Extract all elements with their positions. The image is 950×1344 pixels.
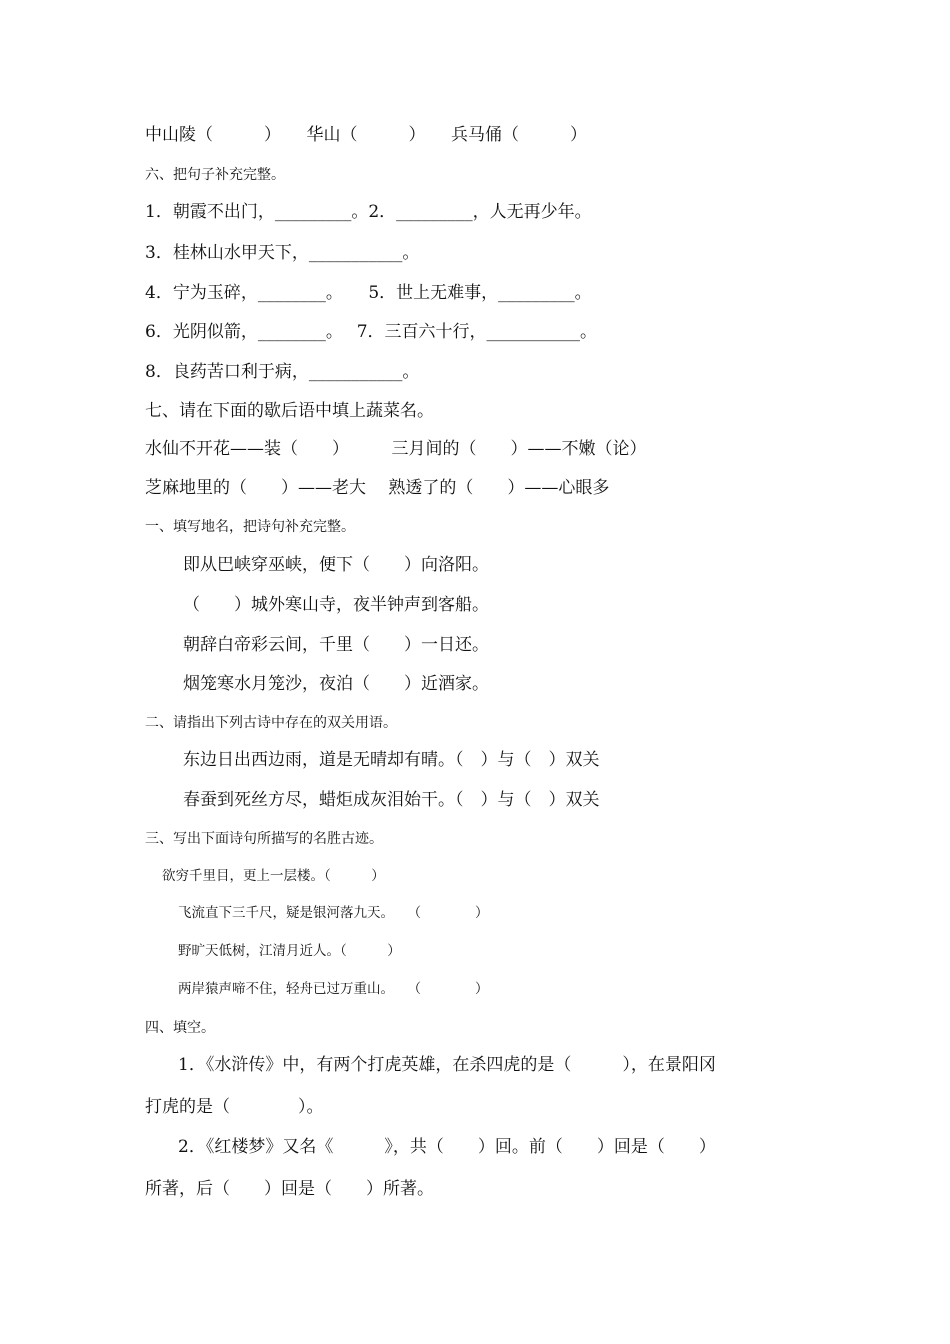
scenic-line-2: 飞流直下三千尺，疑是银河落九天。 （ ）	[178, 905, 489, 921]
poem-line-3: 朝辞白帝彩云间，千里（ ）一日还。	[183, 635, 489, 655]
section-two-heading: 二、请指出下列古诗中存在的双关用语。	[145, 715, 397, 731]
poem-line-1: 即从巴峡穿巫峡，便下（ ）向洛阳。	[183, 555, 489, 575]
poem-line-2: （ ）城外寒山寺，夜半钟声到客船。	[183, 595, 489, 615]
pun-line-1: 东边日出西边雨，道是无晴却有晴。（ ）与（ ）双关	[183, 750, 600, 770]
xiehouyu-line-2: 芝麻地里的（ ）——老大 熟透了的（ ）——心眼多	[145, 478, 610, 498]
section-four-heading: 四、填空。	[145, 1020, 215, 1036]
section-six-heading: 六、把句子补充完整。	[145, 167, 285, 183]
fill-blank-1-continued: 打虎的是（ ）。	[145, 1097, 324, 1117]
xiehouyu-line-1: 水仙不开花——装（ ） 三月间的（ ）——不嫩（论）	[145, 439, 647, 459]
fill-blank-2-continued: 所著，后（ ）回是（ ）所著。	[145, 1179, 434, 1199]
fill-blank-2: 2．《红楼梦》又名《 》，共（ ）回。前（ ）回是（ ）	[178, 1137, 716, 1157]
fill-blank-1: 1．《水浒传》中，有两个打虎英雄，在杀四虎的是（ ），在景阳冈	[178, 1055, 716, 1075]
section-one-heading: 一、填写地名，把诗句补充完整。	[145, 519, 355, 535]
scenic-line-4: 两岸猿声啼不住，轻舟已过万重山。 （ ）	[178, 981, 489, 997]
scenic-line-1: 欲穷千里目，更上一层楼。（ ）	[162, 868, 385, 884]
proverb-line-8: 8．良药苦口利于病，___________。	[145, 362, 420, 382]
proverb-line-6-7: 6．光阴似箭，________。 7．三百六十行，___________。	[145, 322, 598, 342]
section-three-heading: 三、写出下面诗句所描写的名胜古迹。	[145, 831, 383, 847]
proverb-line-4-5: 4．宁为玉碎，________。 5．世上无难事，_________。	[145, 283, 592, 303]
scenic-line-3: 野旷天低树，江清月近人。（ ）	[178, 943, 401, 959]
landmarks-answer-line: 中山陵（ ） 华山（ ） 兵马俑（ ）	[145, 125, 587, 145]
proverb-line-1-2: 1．朝霞不出门，_________。2．_________，人无再少年。	[145, 202, 592, 222]
section-seven-heading: 七、请在下面的歇后语中填上蔬菜名。	[145, 401, 434, 421]
pun-line-2: 春蚕到死丝方尽，蜡炬成灰泪始干。（ ）与（ ）双关	[183, 790, 600, 810]
poem-line-4: 烟笼寒水月笼沙，夜泊（ ）近酒家。	[183, 674, 489, 694]
proverb-line-3: 3．桂林山水甲天下，___________。	[145, 243, 420, 263]
